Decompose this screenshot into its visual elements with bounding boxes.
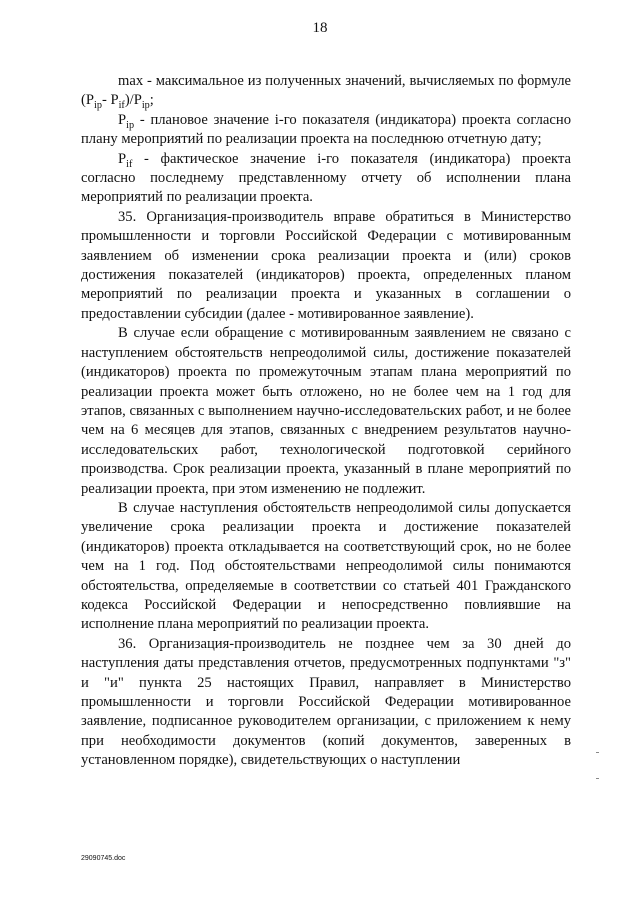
symbol: P	[118, 111, 127, 128]
formula-subscript: if	[118, 100, 125, 112]
clause-35-case-2-paragraph: В случае наступления обстоятельств непреодолимой силы допускается увеличение срока реализации проекта и достижение показателей (индикаторов) проекта откладывается на соответствующий срок, но не более чем на 1 год. Под обстоятельствами непреодолимой силы понимаются обстоятельства, определяемые в соответствии со статьей 401 Гражданского кодекса Российской Федерации и непосредственно повлиявшие на исполнение плана мероприятий по реализации проекта.	[81, 499, 571, 633]
document-body	[81, 72, 571, 771]
margin-mark	[596, 778, 599, 779]
formula-subscript: ip	[93, 100, 102, 112]
clause-35-case-1-paragraph: В случае если обращение с мотивированным заявлением не связано с наступлением обстоятельств непреодолимой силы, достижение показателей (индикаторов) проекта по промежуточным этапам плана мероприятий по реализации проекта может быть отложено, но не более чем на 1 год для этапов, связанных с выполнением научно-исследовательских работ, и не более чем на 6 месяцев для этапов, связанных с внедрением результатов научно-исследовательских работ, технологической подготовкой серийного производства. Срок реализации проекта, указанный в плане мероприятий по реализации проекта, при этом изменению не подлежит.	[81, 325, 571, 497]
pif-definition-paragraph	[81, 150, 571, 208]
formula-text: - P	[101, 92, 119, 109]
clause-35-paragraph: 35. Организация-производитель вправе обратиться в Министерство промышленности и торговли Российской Федерации с мотивированным заявлением об изменении срока реализации проекта и (или) сроков достижения показателей (индикаторов) проекта, определенных планом мероприятий по реализации проекта и указанных в соглашении о предоставлении субсидии (далее - мотивированное заявление).	[81, 208, 571, 322]
formula-text: ;	[149, 92, 154, 109]
page-number: 18	[312, 20, 328, 36]
file-name-footer: 29090745.doc	[81, 855, 126, 862]
pip-definition-paragraph	[81, 111, 571, 150]
symbol: P	[118, 150, 127, 167]
clause-36-paragraph: 36. Организация-производитель не позднее чем за 30 дней до наступления даты представления отчетов, предусмотренных подпунктами "з" и "и" пункта 25 настоящих Правил, направляет в Министерство промышленности и торговли Российской Федерации мотивированное заявление, подписанное руководителем организации, с приложением к нему при необходимости документов (копий документов, заверенных в установленном порядке), свидетельствующих о наступлении	[81, 635, 571, 769]
definition-text: - плановое значение i-го показателя (индикатора) проекта согласно плану мероприятий по реализации проекта на последнюю отчетную дату;	[81, 111, 571, 148]
max-definition-paragraph	[81, 72, 571, 111]
margin-mark	[596, 752, 599, 753]
symbol-subscript: if	[126, 158, 133, 170]
formula-subscript: ip	[141, 100, 150, 112]
definition-text: - фактическое значение i-го показателя (индикатора) проекта согласно последнему представленному отчету об исполнении плана мероприятий по реализации проекта.	[81, 150, 571, 206]
formula-text: )/P	[124, 92, 142, 109]
formula-text: max - максимальное из полученных значений, вычисляемых по формуле (P	[81, 73, 571, 109]
symbol-subscript: ip	[126, 119, 135, 131]
